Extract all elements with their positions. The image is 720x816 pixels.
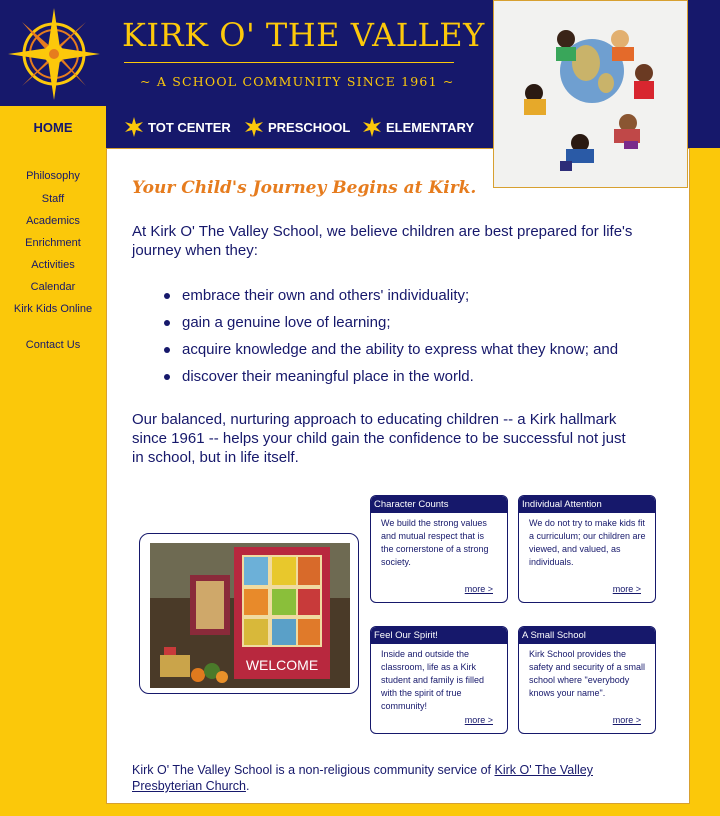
welcome-banner-illustration <box>150 543 350 688</box>
sidebar-item-philosophy[interactable]: Philosophy <box>26 170 80 182</box>
more-link[interactable]: more > <box>612 715 641 725</box>
page-headline: Your Child's Journey Begins at Kirk. <box>132 178 477 198</box>
box-body: Kirk School provides the safety and security of a small school where "everybody knows your name". <box>529 649 646 698</box>
list-item: gain a genuine love of learning; <box>160 313 618 340</box>
list-item: embrace their own and others' individuality; <box>160 286 618 313</box>
hero-image <box>493 0 688 188</box>
footer-end: . <box>245 779 250 793</box>
character-counts-box <box>370 495 508 603</box>
sidebar-item-activities[interactable]: Activities <box>31 259 75 271</box>
welcome-photo <box>150 543 350 688</box>
footer-text: Kirk O' The Valley School is a non-religious community service of <box>132 763 495 777</box>
sun-star-icon <box>244 117 264 137</box>
box-title: Individual Attention <box>519 496 655 513</box>
sun-star-icon <box>124 117 144 137</box>
individual-attention-box <box>518 495 656 603</box>
welcome-banner-text: WELCOME <box>245 657 319 673</box>
title-divider <box>124 62 454 63</box>
site-tagline: ~ A SCHOOL COMMUNITY SINCE 1961 ~ <box>140 74 455 89</box>
box-body: We build the strong values and mutual respect that is the cornerstone of a strong society. <box>381 518 489 567</box>
small-school-box <box>518 626 656 734</box>
more-link[interactable]: more > <box>464 584 493 594</box>
box-body: Inside and outside the classroom, life as a Kirk student and family is filled with the spirit of true community! <box>381 649 485 711</box>
values-list <box>160 286 618 394</box>
sidebar-item-calendar[interactable]: Calendar <box>30 281 76 293</box>
sun-star-icon <box>362 117 382 137</box>
box-title: A Small School <box>519 627 655 644</box>
site-title: KIRK O' THE VALLEY <box>122 16 485 54</box>
nav-elementary[interactable] <box>362 106 474 148</box>
box-title: Character Counts <box>371 496 507 513</box>
nav-tot-center-label: TOT CENTER <box>148 119 231 135</box>
sidebar-nav <box>0 148 106 816</box>
list-item: acquire knowledge and the ability to express what they know; and <box>160 340 618 367</box>
sidebar-item-enrichment[interactable]: Enrichment <box>25 237 81 249</box>
intro-paragraph: At Kirk O' The Valley School, we believe children are best prepared for life's journey when they: <box>132 223 633 259</box>
welcome-photo-frame <box>139 533 359 694</box>
compass-logo-icon[interactable] <box>8 8 100 100</box>
more-link[interactable]: more > <box>612 584 641 594</box>
feel-our-spirit-box <box>370 626 508 734</box>
list-item: discover their meaningful place in the world. <box>160 367 618 394</box>
footer-note <box>132 762 652 794</box>
nav-preschool-label: PRESCHOOL <box>268 119 351 135</box>
sidebar-item-contact-us[interactable]: Contact Us <box>25 339 81 351</box>
approach-paragraph: Our balanced, nurturing approach to educating children -- a Kirk hallmark since 1961 -- helps your child gain the confidence to be successful not just in school, but in life itself. <box>132 411 626 466</box>
sidebar-item-staff[interactable]: Staff <box>41 193 65 205</box>
box-body: We do not try to make kids fit a curriculum; our children are viewed, and valued, as individuals. <box>529 518 646 567</box>
nav-preschool[interactable] <box>244 106 350 148</box>
nav-tot-center[interactable] <box>124 106 231 148</box>
nav-home[interactable]: HOME <box>0 106 106 148</box>
sidebar-item-academics[interactable]: Academics <box>26 215 80 227</box>
church-link[interactable]: Kirk O' The Valley Presbyterian Church <box>132 763 593 793</box>
sidebar-item-kirk-kids-online[interactable]: Kirk Kids Online <box>13 303 93 315</box>
more-link[interactable]: more > <box>464 715 493 725</box>
nav-elementary-label: ELEMENTARY <box>386 119 475 135</box>
box-title: Feel Our Spirit! <box>371 627 507 644</box>
children-globe-illustration <box>494 1 688 188</box>
